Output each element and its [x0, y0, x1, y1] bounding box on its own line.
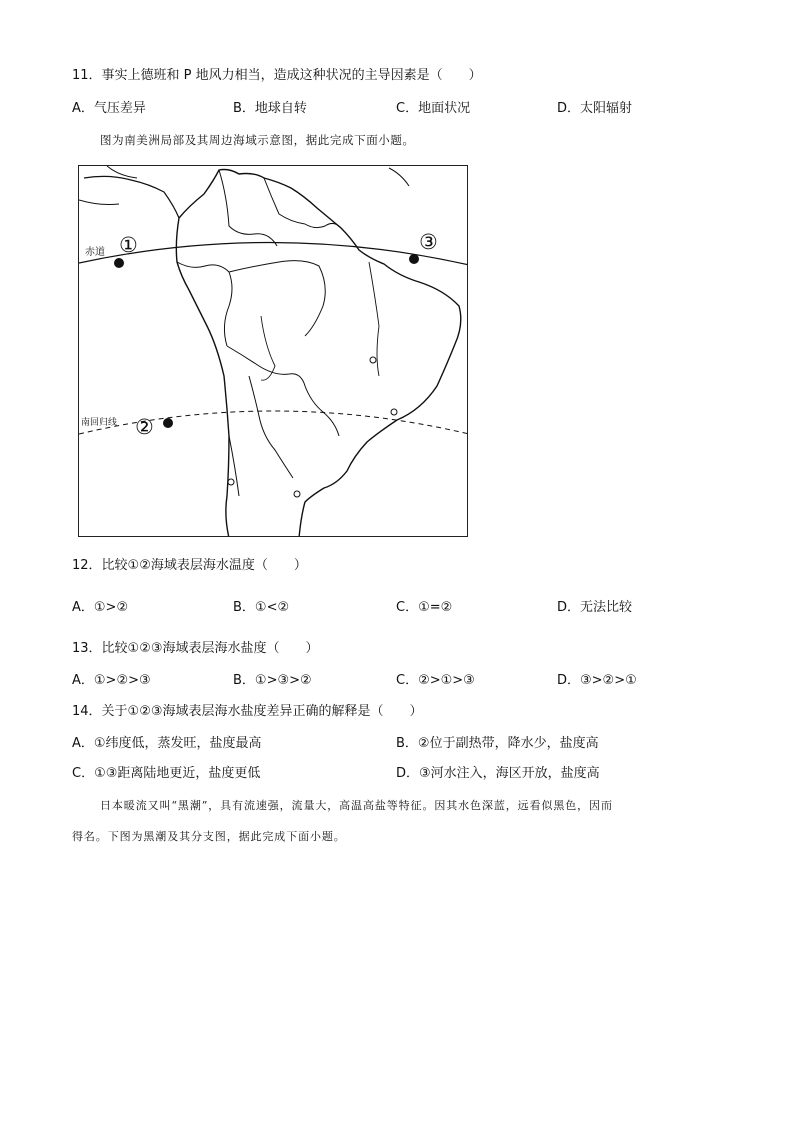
map-drawing [79, 166, 468, 537]
city-marker-4 [294, 491, 300, 497]
border-4 [177, 262, 232, 346]
q13-option-a[interactable]: A．①>②>③ [72, 673, 151, 688]
kuroshio-intro-line-1: 日本暖流又叫“黑潮”，具有流速强，流量大，高温高盐等特征。因其水色深蓝，远看似黑色，因而 [100, 799, 613, 812]
q11-option-d[interactable]: D．太阳辐射 [557, 101, 633, 116]
map-intro-text: 图为南美洲局部及其周边海域示意图，据此完成下面小题。 [100, 133, 415, 147]
kuroshio-intro-line-2: 得名。下图为黑潮及其分支图，据此完成下面小题。 [72, 830, 346, 843]
tropic-label: 南回归线 [81, 418, 118, 428]
q13-option-d[interactable]: D．③>②>① [557, 673, 637, 688]
q14-option-b[interactable]: B．②位于副热带，降水少，盐度高 [396, 736, 599, 751]
border-1 [219, 170, 277, 246]
point-1-dot [114, 258, 124, 268]
question-12-stem: 12．比较①②海域表层海水温度（ ） [72, 558, 307, 573]
city-marker-3 [228, 479, 234, 485]
point-2-dot [163, 418, 173, 428]
q14-option-c[interactable]: C．①③距离陆地更近，盐度更低 [72, 766, 261, 781]
question-11-stem: 11．事实上德班和 P 地风力相当，造成这种状况的主导因素是（ ） [72, 68, 482, 83]
question-14-stem: 14．关于①②③海域表层海水盐度差异正确的解释是（ ） [72, 704, 423, 719]
q12-option-a[interactable]: A．①>② [72, 600, 129, 615]
q14-option-d[interactable]: D．③河水注入，海区开放，盐度高 [396, 766, 600, 781]
q12-option-d[interactable]: D．无法比较 [557, 600, 633, 615]
border-8 [249, 376, 293, 478]
point-3-label: ③ [419, 230, 438, 254]
continent-outline [176, 170, 460, 538]
border-3 [305, 223, 341, 228]
city-marker-2 [391, 409, 397, 415]
q13-option-c[interactable]: C．②>①>③ [396, 673, 475, 688]
q11-option-a[interactable]: A．气压差异 [72, 101, 146, 116]
border-9 [229, 436, 239, 496]
central-america-coast [84, 176, 179, 218]
q12-option-c[interactable]: C．①=② [396, 600, 453, 615]
equator-label: 赤道 [85, 247, 105, 258]
point-3-dot [409, 254, 419, 264]
point-2-label: ② [135, 415, 154, 439]
question-13-stem: 13．比较①②③海域表层海水盐度（ ） [72, 641, 319, 656]
island-fragment [389, 168, 409, 186]
q11-option-b[interactable]: B．地球自转 [233, 101, 307, 116]
border-5 [229, 261, 325, 336]
q14-option-a[interactable]: A．①纬度低，蒸发旺，盐度最高 [72, 736, 262, 751]
border-6 [227, 346, 305, 386]
q11-option-c[interactable]: C．地面状况 [396, 101, 471, 116]
south-america-map [78, 165, 468, 537]
coast-fragment-2 [79, 200, 119, 205]
point-1-label: ① [119, 233, 138, 257]
border-7 [305, 386, 339, 436]
q13-option-b[interactable]: B．①>③>② [233, 673, 312, 688]
city-marker-1 [370, 357, 376, 363]
q12-option-b[interactable]: B．①<② [233, 600, 290, 615]
